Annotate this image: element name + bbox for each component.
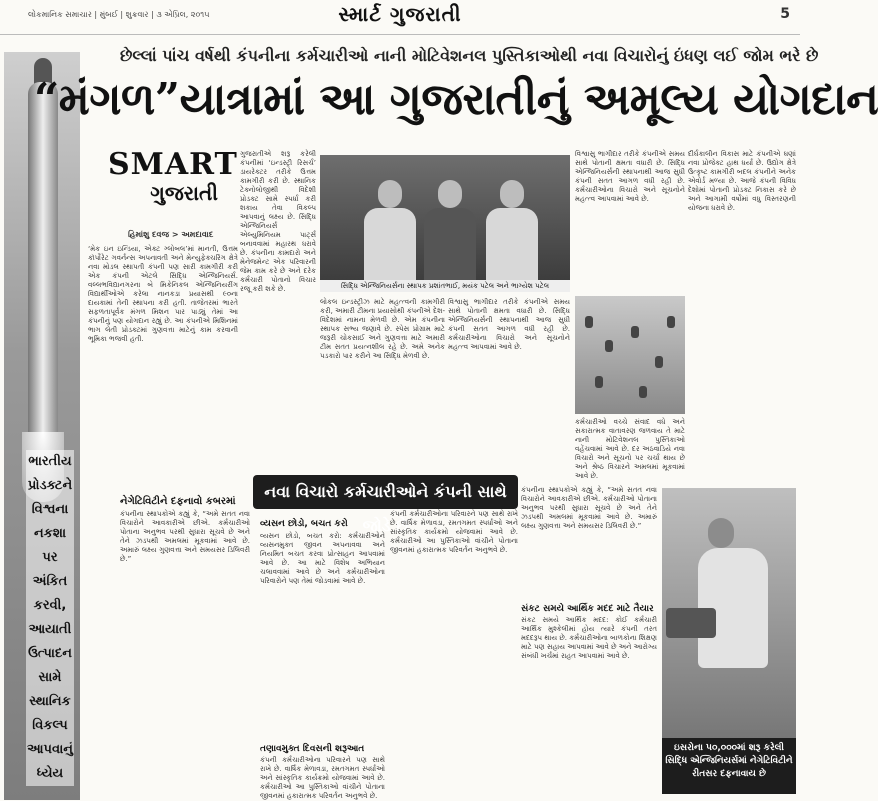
header-dateline: લોકમાનિક સમાચાર | મુંબઈ | શુક્રવાર | ૩ એપ્રિલ, ૨૦૧૫ (28, 10, 210, 19)
crowd-figure (667, 316, 675, 328)
page-number: 5 (780, 6, 790, 22)
rocket-body (28, 82, 58, 432)
crowd-figure (595, 376, 603, 388)
page-header (0, 0, 800, 35)
founders-photo-caption: સિદ્ધિ એન્જિનિયર્સના સ્થાપક પ્રશાંતભાઈ, મયંક પટેલ અને ભાગ્યેશ પટેલ (320, 280, 570, 292)
article-column-3 (320, 298, 445, 470)
grave-photo-caption: ઇસરોના ૫૦,૦૦૦માં શરૂ કરેલી સિદ્ધિ એન્જિનિયર્સમાં નેગેટિવિટીને રીતસર દફનાવાય છે (662, 738, 796, 794)
crowd-figure (639, 386, 647, 398)
side-panel-text: ભારતીય પ્રોડક્ટને વિશ્વના નકશા પર અંકિત કરવી, આયાતી ઉત્પાદન સામે સ્થાનિક વિકલ્પ આપવાનું ધ્યેય (26, 450, 74, 786)
column-text: લોકલ ઇન્ડસ્ટ્રીઝ માટે મહત્ત્વની કામગીરી કરી, અમારી ટીમના પ્રયાસોથી કંપનીએ દેશ-વિદેશમાં નામના મેળવી છે. એમ કંપનીના સ્થાપક સભ્ય જણાવે છે. સ્પેસ પ્રોગ્રામ માટે જરૂરી ચોકસાઈ અને ગુણવત્તા માટે અમારી ટીમ સતત પ્રયત્નશીલ રહે છે. અમે અનેક પડકારો પાર કરીને આ સિદ્ધિ મેળવી છે. (320, 298, 445, 360)
person-head (500, 180, 524, 208)
section-banner: નવા વિચારો કર્મચારીઓને કંપની સાથે જોડે છે (253, 475, 518, 509)
article-column-9 (390, 510, 518, 795)
person-head (378, 180, 402, 208)
article-column-5a (575, 150, 685, 290)
main-headline: “મંગળ”યાત્રામાં આ ગુજરાતીનું અમૂલ્ય યોગદાન (34, 74, 878, 125)
article-column-5b (575, 418, 685, 480)
crowd-figure (655, 356, 663, 368)
person-torso (364, 208, 416, 280)
article-column-7 (120, 510, 250, 795)
column-text: વ્યસન છોડો, બચત કરો: કર્મચારીઓને વ્યસનમુક્ત જીવન અપનાવવા અને નિયમિત બચત કરવા પ્રોત્સાહન આપવામાં આવે છે. આ માટે વિશેષ અભિયાન ચલાવવામાં આવે છે અને કર્મચારીઓના પરિવારોને પણ તેમાં જોડવામાં આવે છે. (260, 532, 385, 585)
column-text: કર્મચારીઓ વચ્ચે સંવાદ વધે અને સકારાત્મક વાતાવરણ જળવાય તે માટે નાની મોટિવેશનલ પુસ્તિકાઓ વહેંચવામાં આવે છે. દર અઠવાડિયે નવા વિચારો અને સૂચનો પર ચર્ચા થાય છે અને શ્રેષ્ઠ વિચારને અમલમાં મૂકવામાં આવે છે. (575, 418, 685, 480)
article-column-8 (260, 532, 385, 742)
column-text: દીર્ઘકાલીન વિકાસ માટે કંપનીએ ઘણાં નવા પ્રોજેક્ટ હાથ ધર્યા છે. ઉદ્યોગ ક્ષેત્રે ઉત્કૃષ્ટ કામગીરી બદલ કંપનીને અનેક એવોર્ડ મળ્યા છે. આજે કંપની વિવિધ દેશોમાં પોતાની પ્રોડક્ટ નિકાસ કરે છે અને આગામી વર્ષોમાં વધુ વિસ્તરણની યોજના ધરાવે છે. (688, 150, 796, 212)
kicker-headline: છેલ્લાં પાંચ વર્ષથી કંપનીના કર્મચારીઓ નાની મોટિવેશનલ પુસ્તિકાઓથી નવા વિચારોનું ઇંધણ લઈ જોમ ભરે છે (120, 46, 819, 65)
column-text: કંપની કર્મચારીઓના પરિવારને પણ સાથે રાખે છે. વાર્ષિક મેળાવડા, રમતગમત સ્પર્ધાઓ અને સાંસ્કૃતિક કાર્યક્રમો યોજવામાં આવે છે. કર્મચારીઓ આ પુસ્તિકાઓ વાંચીને પોતાના જીવનમાં હકારાત્મક પરિવર્તન અનુભવે છે. (390, 510, 518, 554)
crowd-figure (631, 326, 639, 338)
event-crowd-photo (575, 296, 685, 414)
person-head (438, 180, 462, 208)
person-torso (486, 208, 538, 280)
tombstone-model (666, 608, 716, 638)
subhead-stress-free: તણાવમુક્ત દિવસની શરૂઆત (260, 744, 365, 754)
column-text: સંકટ સમયે આર્થિક મદદ: કોઈ કર્મચારી આર્થિક મુશ્કેલીમાં હોય ત્યારે કંપની તરત મદદરૂપ થાય છે. કર્મચારીઓના બાળકોના શિક્ષણ માટે પણ સહાય આપવામાં આવે છે અને આરોગ્ય સંબંધી ખર્ચમાં રાહત આપવામાં આવે છે. (521, 616, 657, 660)
column-text: કંપનીના સ્થાપકોએ કહ્યું કે, “અમે સતત નવા વિચારોને આવકારીએ છીએ. કર્મચારીઓ પોતાના અનુભવ પરથી સુધારા સૂચવે છે અને તેને ઝડપથી અમલમાં મૂકવામાં આવે છે. અમારું લક્ષ્ય ગુણવત્તા અને સમયસર ડિલિવરી છે.” (120, 510, 250, 563)
article-column-2 (240, 150, 316, 470)
article-column-6 (688, 150, 796, 480)
logo-line-1: SMART (108, 147, 238, 182)
person-2 (420, 180, 480, 280)
column-text: ‘મેક ઇન ઇન્ડિયા, એક્ટ ગ્લોબલ’માં માનતી, ઉત્તમ કૉર્પોરેટ ગવર્નન્સ અપનાવતી અને મેન્યુફેક્ચરિંગ ક્ષેત્રે નવા મોડલ સ્થાપતી કંપની પણ સારી કામગીરી કરી એક કંપની એટલે સિદ્ધિ એન્જિનિયર્સ. વલ્લભવિદ્યાનગરના બે મિકેનિકલ એન્જિનિયરીંગ વિદ્યાર્થીઓએ કરેલા નાનકડા પ્રયાસથી ૯૦ના દાયકામાં તેની સ્થાપના કરી હતી. તાજેતરમાં ભારતે સફળતાપૂર્વક મંગળ મિશન પાર પાડ્યું તેમાં આ કંપનીનું પણ યોગદાન રહ્યું છે. આ કંપનીએ મિશિનમાં ભાગ લેતી પ્રોડક્ટમાં ગુણવત્તા માટેનું કામ કરવાની ભૂમિકા ભજવી હતી. (88, 245, 238, 343)
man-head (708, 518, 734, 548)
article-column-10b (521, 616, 657, 796)
section-title: સ્માર્ટ ગુજરાતી (338, 2, 462, 26)
founders-photo (320, 155, 570, 280)
subhead-financial-help: સંકટ સમયે આર્થિક મદદ માટે તૈયાર (521, 604, 654, 614)
crowd-figure (585, 316, 593, 328)
subhead-quit-addiction: વ્યસન છોડો, બચત કરો (260, 519, 348, 529)
column-text: કંપનીના સ્થાપકોએ કહ્યું કે, “અમે સતત નવા વિચારોને આવકારીએ છીએ. કર્મચારીઓ પોતાના અનુભવ પરથી સુધારા સૂચવે છે અને તેને ઝડપથી અમલમાં મૂકવામાં આવે છે. અમારું લક્ષ્ય ગુણવત્તા અને સમયસર ડિલિવરી છે.” (521, 486, 657, 530)
column-text: કંપની કર્મચારીઓના પરિવારને પણ સાથે રાખે છે. વાર્ષિક મેળાવડા, રમતગમત સ્પર્ધાઓ અને સાંસ્કૃતિક કાર્યક્રમો યોજવામાં આવે છે. કર્મચારીઓ આ પુસ્તિકાઓ વાંચીને પોતાના જીવનમાં હકારાત્મક પરિવર્તન અનુભવે છે. (260, 756, 385, 800)
article-column-4 (448, 298, 570, 470)
grave-ceremony-photo (662, 488, 796, 738)
subhead-negativity: નેગેટિવિટીને દફનાવો કબરમાં (120, 496, 236, 507)
column-text: વિશ્વાસુ ભાગીદાર તરીકે કંપનીએ સમય સાથે પોતાની ક્ષમતા વધારી છે. સિદ્ધિ એન્જિનિયર્સની સ્થાપનાથી આજ સુધી કંપની સતત આગળ વધી રહી છે. કર્મચારીઓના વિચારો અને સૂચનોને મહત્ત્વ આપવામાં આવે છે. (448, 298, 570, 351)
byline: હિમાંશુ દવજ > અમદાવાદ (128, 230, 214, 239)
article-column-10a (521, 486, 657, 601)
person-1 (360, 180, 420, 280)
article-column-1 (88, 245, 238, 470)
column-text: વિશ્વાસુ ભાગીદાર તરીકે કંપનીએ સમય સાથે પોતાની ક્ષમતા વધારી છે. સિદ્ધિ એન્જિનિયર્સની સ્થાપનાથી આજ સુધી કંપની સતત આગળ વધી રહી છે. કર્મચારીઓના વિચારો અને સૂચનોને મહત્ત્વ આપવામાં આવે છે. (575, 150, 685, 203)
person-torso (424, 208, 476, 280)
column-text: ગુજરાતીએ શરૂ કરેલી કંપનીમાં ‘ઇન્ડસ્ટ્રી રિસર્ચ’ ડાયરેક્ટર તરીકે ઉત્તમ કામગીરી કરી છે. સ્થાનિક ટેક્નોલોજીથી વિદેશી પ્રોડક્ટ સામે સ્પર્ધા કરી શકાય તેવા વિકલ્પ આપવાનું લક્ષ્ય છે. સિદ્ધિ એન્જિનિયર્સ એલ્યુમિનિયમ પાર્ટ્સ બનાવવામાં મહારથ ધરાવે છે. કંપનીના કામદારો અને મેનેજમેન્ટ એક પરિવારની જેમ કામ કરે છે અને દરેક કર્મચારી પોતાનો વિચાર રજૂ કરી શકે છે. (240, 150, 316, 293)
logo-line-2: ગુજરાતી (150, 181, 218, 205)
person-3 (482, 180, 542, 280)
crowd-figure (605, 340, 613, 352)
article-column-8b (260, 756, 385, 800)
smart-gujarati-logo (108, 147, 238, 208)
